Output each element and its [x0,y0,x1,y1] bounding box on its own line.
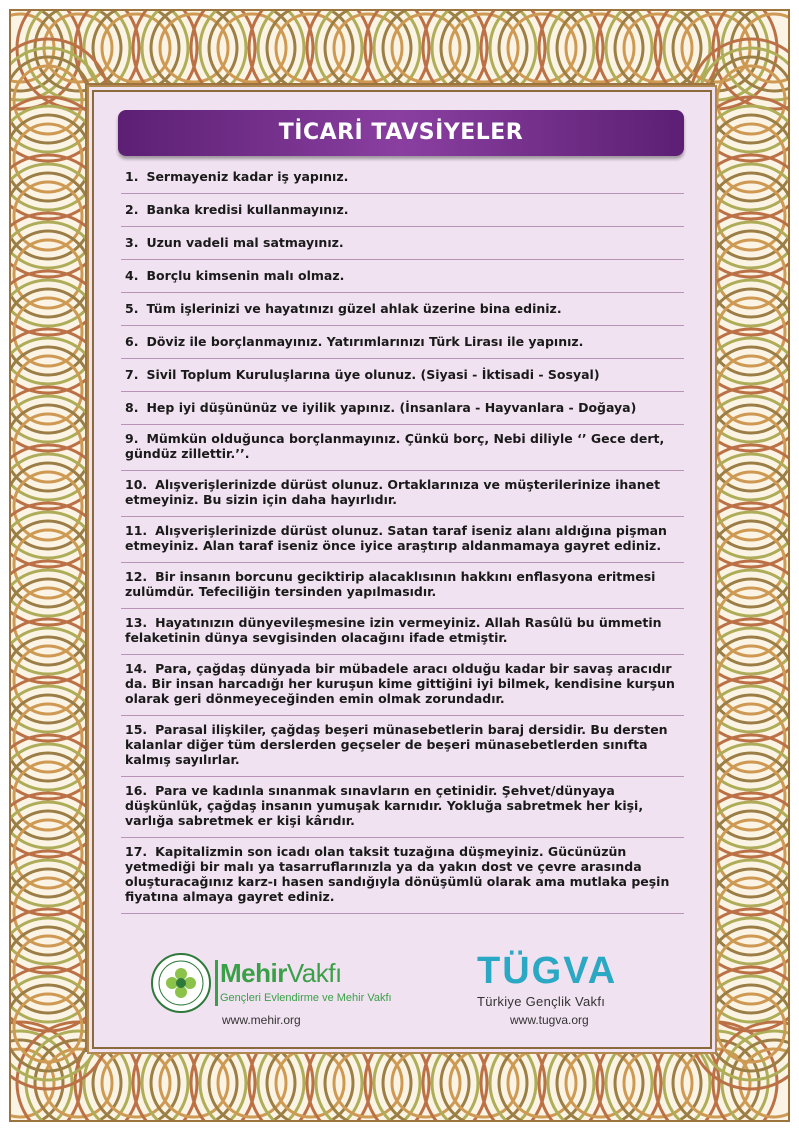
advice-text: Sermayeniz kadar iş yapınız. [146,169,349,184]
advice-number: 4. [125,268,139,283]
advice-item [121,517,684,563]
mehir-name-light: Vakfı [286,958,342,988]
advice-number: 3. [125,235,139,250]
mehir-subtitle: Gençleri Evlendirme ve Mehir Vakfı [220,992,392,1004]
advice-text: Para, çağdaş dünyada bir mübadele aracı olduğu kadar bir savaş aracıdır da. Bir insan harcadığı her kuruşun kime gittiğini iyi bilmek, kendisine kurşun olarak geri dönmeyeceğinden emin olmak zorundadır. [125,661,675,706]
advice-text: Sivil Toplum Kuruluşlarına üye olunuz. (Siyasi - İktisadi - Sosyal) [146,367,600,382]
advice-item [121,194,684,227]
tugva-url[interactable]: www.tugva.org [510,1013,589,1027]
advice-text: Banka kredisi kullanmayınız. [146,202,349,217]
advice-number: 6. [125,334,139,349]
advice-text: Hep iyi düşününüz ve iyilik yapınız. (İnsanlara - Hayvanlara - Doğaya) [146,400,637,415]
advice-item [121,838,684,914]
advice-text: Parasal ilişkiler, çağdaş beşeri münasebetlerin baraj dersidir. Bu dersten kalanlar diğer tüm derslerden geçseler de beşeri münasebetlerden sınıfta kalmış sayılırlar. [125,722,668,767]
advice-list [121,161,684,914]
advice-item [121,716,684,777]
advice-text: Tüm işlerinizi ve hayatınızı güzel ahlak üzerine bina ediniz. [146,301,562,316]
tugva-logo-text: TÜGVA [477,950,618,992]
advice-number: 10. [125,477,148,492]
page-title: TİCARİ TAVSİYELER [278,120,524,145]
advice-item [121,260,684,293]
advice-text: Bir insanın borcunu geciktirip alacaklısının hakkını enflasyona eritmesi zulümdür. Tefeciliğin tersinden yapılmasıdır. [125,569,656,599]
advice-text: Alışverişlerinizde dürüst olunuz. Ortaklarınıza ve müşterilerinize ihanet etmeyiniz. Bu sizin için daha hayırlıdır. [125,477,661,507]
advice-text: Uzun vadeli mal satmayınız. [146,235,344,250]
mehir-logo-text [220,958,342,989]
advice-text: Döviz ile borçlanmayınız. Yatırımlarınızı Türk Lirası ile yapınız. [146,334,584,349]
advice-text: Hayatınızın dünyevileşmesine izin vermeyiniz. Allah Rasûlü bu ümmetin felaketinin dünya sevgisinden olacağını ifade etmiştir. [125,615,662,645]
advice-number: 14. [125,661,148,676]
advice-number: 8. [125,400,139,415]
advice-text: Kapitalizmin son icadı olan taksit tuzağına düşmeyiniz. Gücünüzün yetmediği bir malı ya tasarruflarınızla ya da yakın dost ve çevre arasında oluşturacağınız karz-ı hasen sandığıyla dönüşümlü olarak ama mutlaka peşin fiyatına almaya gayret ediniz. [125,844,670,904]
advice-number: 5. [125,301,139,316]
advice-item [121,563,684,609]
footer-logos [140,950,660,1030]
advice-number: 13. [125,615,148,630]
advice-text: Borçlu kimsenin malı olmaz. [146,268,345,283]
tugva-subtitle: Türkiye Gençlik Vakfı [477,994,606,1009]
title-banner [118,110,684,156]
advice-number: 9. [125,431,139,446]
advice-number: 7. [125,367,139,382]
mehir-emblem-icon [150,952,212,1014]
advice-number: 15. [125,722,148,737]
advice-item [121,425,684,471]
advice-number: 17. [125,844,148,859]
advice-number: 1. [125,169,139,184]
advice-item [121,326,684,359]
advice-item [121,161,684,194]
advice-item [121,471,684,517]
advice-number: 16. [125,783,148,798]
advice-text: Para ve kadınla sınanmak sınavların en çetinidir. Şehvet/dünyaya düşkünlük, çağdaş insanın yumuşak karnıdır. Yokluğa sabretmek her kişi, varlığa sabretmek er kişi kârıdır. [125,783,644,828]
advice-item [121,392,684,425]
advice-item [121,227,684,260]
advice-number: 2. [125,202,139,217]
mehir-name-bold: Mehir [220,958,287,988]
advice-number: 12. [125,569,148,584]
advice-item [121,777,684,838]
advice-item [121,655,684,716]
advice-number: 11. [125,523,148,538]
advice-text: Alışverişlerinizde dürüst olunuz. Satan taraf iseniz alanı aldığına pişman etmeyiniz. Alan taraf iseniz önce iyice araştırıp aldanmamaya gayret ediniz. [125,523,667,553]
mehir-divider [215,960,218,1006]
advice-item [121,293,684,326]
advice-item [121,609,684,655]
advice-text: Mümkün olduğunca borçlanmayınız. Çünkü borç, Nebi diliyle ‘’ Gece dert, gündüz zillettir.’’. [125,431,665,461]
advice-item [121,359,684,392]
mehir-url[interactable]: www.mehir.org [222,1013,301,1027]
